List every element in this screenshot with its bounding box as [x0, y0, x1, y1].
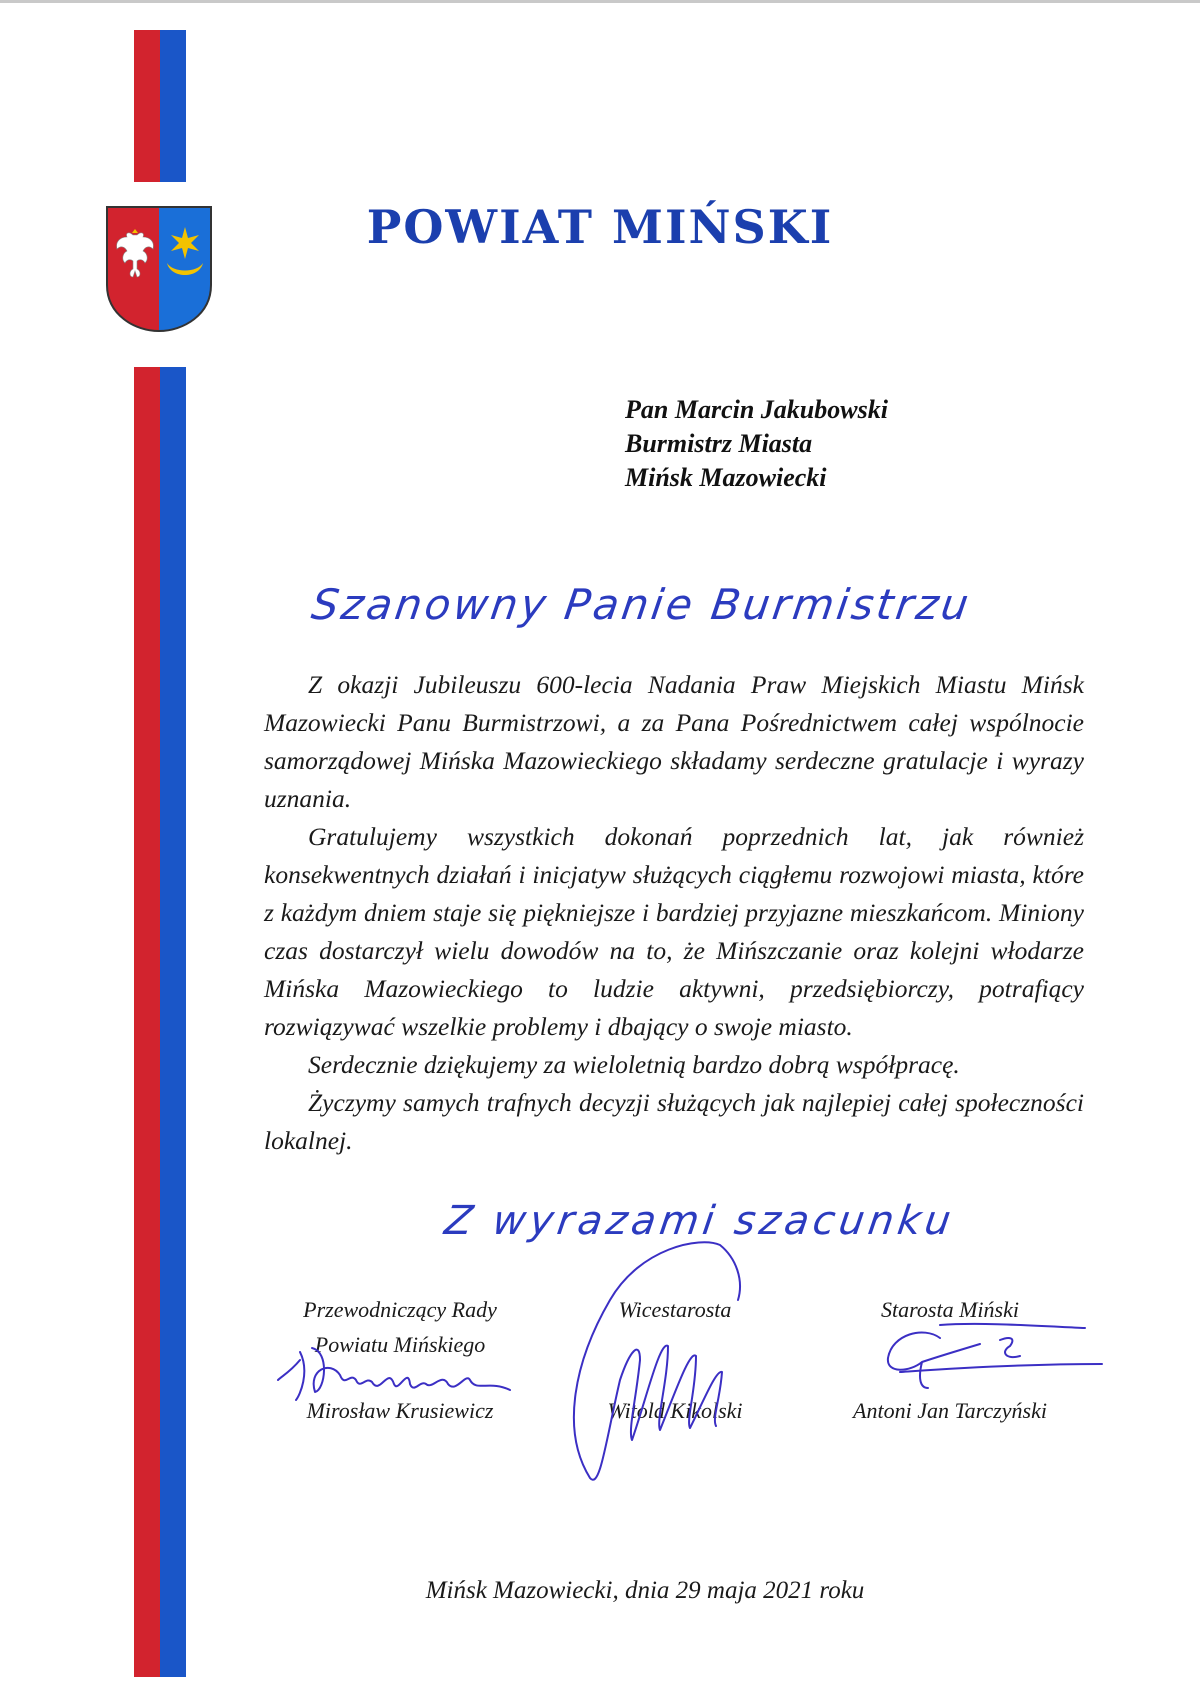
addressee-block: [625, 393, 888, 495]
body-paragraph: Życzymy samych trafnych decyzji służących jak najlepiej całej społeczności lokalnej.: [264, 1088, 1084, 1155]
letter-body: [264, 666, 1084, 1160]
handwritten-closing: Z wyrazami szacunku: [441, 1198, 958, 1244]
signatory-name-left: Mirosław Krusiewicz: [306, 1398, 494, 1423]
signatory-title-left: [270, 1292, 530, 1362]
body-paragraph: Serdecznie dziękujemy za wieloletnią bardzo dobrą współpracę.: [308, 1050, 960, 1079]
addressee-line: Burmistrz Miasta: [625, 429, 813, 458]
flag-stripe-blue-top: [160, 30, 186, 182]
signatory-title-line: Starosta Miński: [881, 1297, 1019, 1322]
coat-of-arms-icon: [105, 205, 213, 333]
date-line: Mińsk Mazowiecki, dnia 29 maja 2021 roku: [425, 1577, 865, 1604]
flag-stripe-red-bottom: [134, 367, 160, 1677]
signature-middle: [574, 1242, 740, 1480]
flag-stripe-blue-bottom: [160, 367, 186, 1677]
body-paragraph: Gratulujemy wszystkich dokonań poprzednich lat, jak również konsekwentnych działań i inicjatyw służących ciągłemu rozwojowi miasta, które z każdym dniem staje się piękniejsze i bardziej przyjazne mieszkańcom. Miniony czas dostarczył wielu dowodów na to, że Mińszczanie oraz kolejni włodarze Mińska Mazowieckiego to ludzie aktywni, przedsiębiorczy, potrafiący rozwiązywać wszelkie problemy i dbający o swoje miasto.: [264, 822, 1084, 1041]
signatory-name-middle: Witold Kikolski: [607, 1398, 743, 1423]
page-title: POWIAT MIŃSKI: [366, 200, 834, 254]
signatory-title-right: [830, 1292, 1070, 1327]
signatory-title-line: Przewodniczący Rady: [303, 1297, 497, 1322]
signatory-title-line: Powiatu Mińskiego: [314, 1332, 486, 1357]
signature-right: [888, 1324, 1102, 1388]
addressee-line: Mińsk Mazowiecki: [625, 463, 827, 492]
signatory-title-line: Wicestarosta: [618, 1297, 732, 1322]
handwritten-salutation: Szanowny Panie Burmistrzu: [308, 580, 975, 629]
body-paragraph: Z okazji Jubileuszu 600-lecia Nadania Praw Miejskich Miastu Mińsk Mazowiecki Panu Burmistrzowi, a za Pana Pośrednictwem całej wspólnocie samorządowej Mińska Mazowieckiego składamy serdeczne gratulacje i wyrazy uznania.: [264, 670, 1084, 813]
signatory-name-right: Antoni Jan Tarczyński: [853, 1398, 1047, 1423]
scan-edge: [0, 0, 1200, 3]
signatory-title-middle: [590, 1292, 760, 1327]
flag-stripe-red-top: [134, 30, 160, 182]
addressee-line: Pan Marcin Jakubowski: [625, 395, 888, 424]
